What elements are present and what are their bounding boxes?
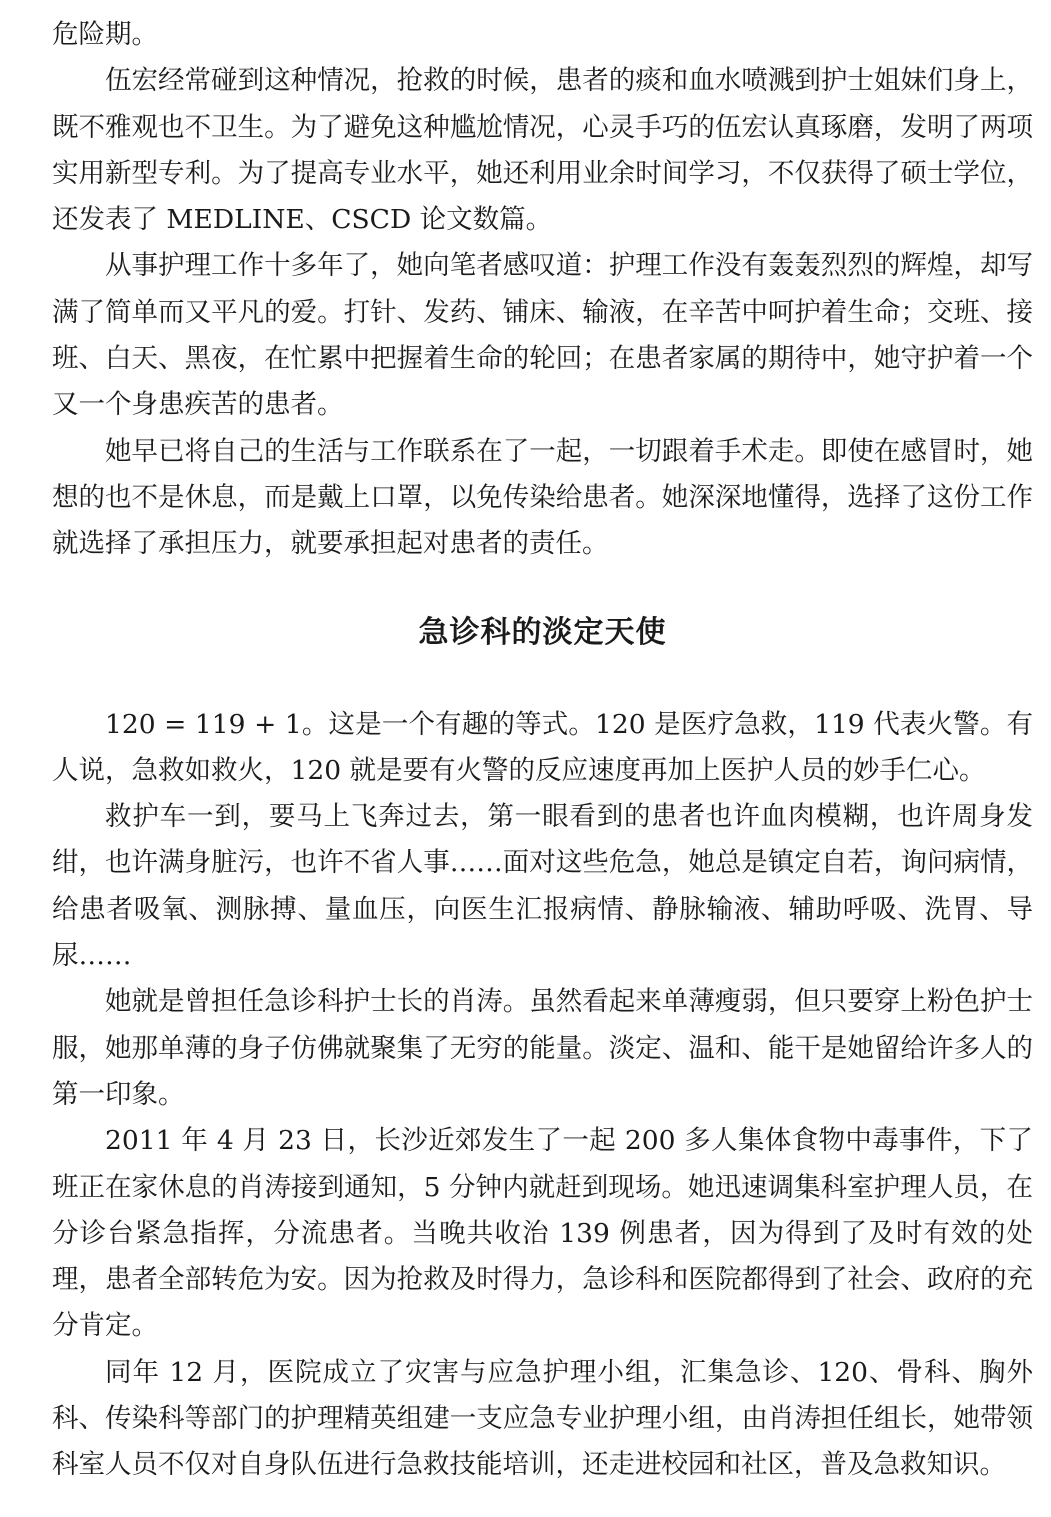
paragraph-nursing-reflection: 从事护理工作十多年了，她向笔者感叹道：护理工作没有轰轰烈烈的辉煌，却写满了简单而又平凡的爱。打针、发药、铺床、输液，在辛苦中呵护着生命；交班、接班、白天、黑夜，在忙累中把握着生命的轮回；在患者家属的期待中，她守护着一个又一个身患疾苦的患者。: [52, 250, 1033, 421]
paragraph-ambulance: 救护车一到，要马上飞奔过去，第一眼看到的患者也许血肉模糊，也许周身发绀，也许满身脏污，也许不省人事……面对这些危急，她总是镇定自若，询问病情，给患者吸氧、测脉搏、量血压，向医生汇报病情、静脉输液、辅助呼吸、洗胃、导尿……: [52, 801, 1033, 972]
paragraph-continued: 危险期。: [52, 19, 158, 50]
section-title: 急诊科的淡定天使: [418, 614, 667, 650]
paragraph-wuhong-patents: 伍宏经常碰到这种情况，抢救的时候，患者的痰和血水喷溅到护士姐妹们身上，既不雅观也不卫生。为了避免这种尴尬情况，心灵手巧的伍宏认真琢磨，发明了两项实用新型专利。为了提高专业水平，她还利用业余时间学习，不仅获得了硕士学位，还发表了 MEDLINE、CSCD 论文数篇。: [52, 65, 1033, 236]
paragraph-food-poisoning: 2011 年 4 月 23 日，长沙近郊发生了一起 200 多人集体食物中毒事件，下了班正在家休息的肖涛接到通知，5 分钟内就赶到现场。她迅速调集科室护理人员，在分诊台紧急指挥，分流患者。当晚共收治 139 例患者，因为得到了及时有效的处理，患者全部转危为安。因为抢救及时得力，急诊科和医院都得到了社会、政府的充分肯定。: [52, 1125, 1033, 1342]
paragraph-dedication: 她早已将自己的生活与工作联系在了一起，一切跟着手术走。即使在感冒时，她想的也不是休息，而是戴上口罩，以免传染给患者。她深深地懂得，选择了这份工作就选择了承担压力，就要承担起对患者的责任。: [52, 435, 1033, 560]
paragraph-emergency-team: 同年 12 月，医院成立了灾害与应急护理小组，汇集急诊、120、骨科、胸外科、传染科等部门的护理精英组建一支应急专业护理小组，由肖涛担任组长，她带领科室人员不仅对自身队伍进行急救技能培训，还走进校园和社区，普及急救知识。: [52, 1356, 1033, 1481]
book-page: [52, 12, 1033, 1489]
paragraph-120-equation: 120 = 119 + 1。这是一个有趣的等式。120 是医疗急救，119 代表火警。有人说，急救如救火，120 就是要有火警的反应速度再加上医护人员的妙手仁心。: [52, 708, 1033, 786]
paragraph-xiaotao-intro: 她就是曾担任急诊科护士长的肖涛。虽然看起来单薄瘦弱，但只要穿上粉色护士服，她那单薄的身子仿佛就聚集了无穷的能量。淡定、温和、能干是她留给许多人的第一印象。: [52, 986, 1033, 1110]
